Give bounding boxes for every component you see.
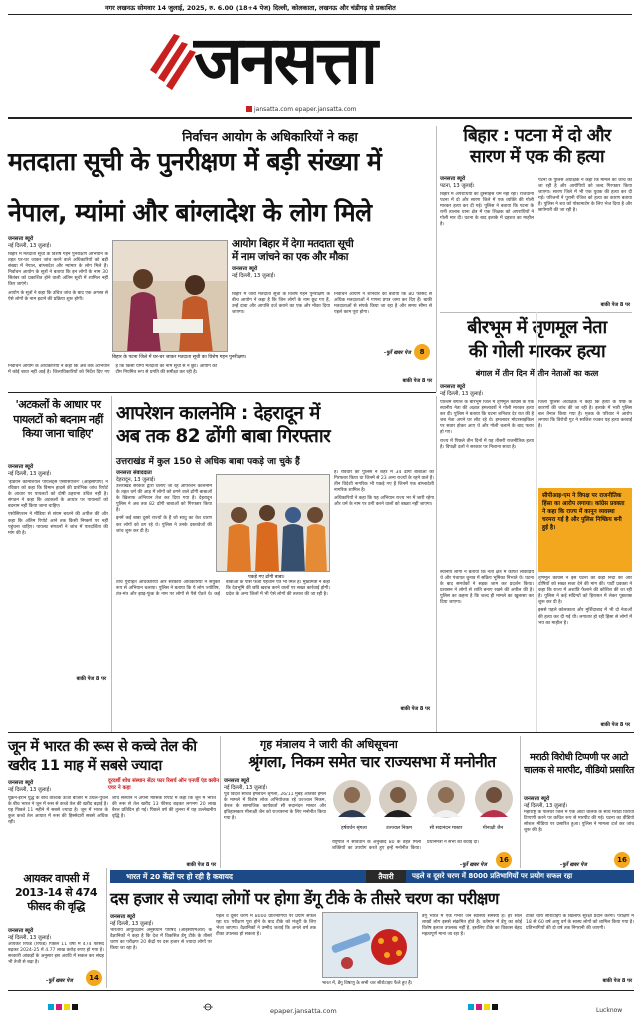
lead-byline: जनसत्ता ब्यूरो नई दिल्ली, 13 जुलाई। bbox=[8, 236, 52, 249]
birbhum-highlight-box: सीपीआइ-एम ने विपक्ष पर राजनीतिक हिंसा का आरोप लगाया। कांग्रेस प्रवक्ता ने कहा कि राज्य में कानून व्यवस्था चरमरा गई है और पुलिस निष्क्रिय बनी हुई है। bbox=[538, 488, 632, 572]
lead-photo-caption: बिहार के पटना जिले में घर-घर जाकर मतदाता सूची का विशेष गहन पुनरीक्षण। bbox=[112, 355, 247, 360]
lead-headline-1[interactable]: मतदाता सूची के पुनरीक्षण में बड़ी संख्या में bbox=[8, 147, 382, 176]
section-rule-3 bbox=[8, 732, 634, 733]
lead-more-link[interactable]: बाकी पेज 8 पर bbox=[402, 378, 432, 384]
birbhum-body-col-4: स्थानीय लोगों ने बताया कि नेता क्षेत्र में काफी लोकप्रिय थे और पंचायत चुनाव में सक्रिय भूमिका निभाते थे। घटना के बाद समर्थकों ने सड़क जाम कर प्रदर्शन किया। प्रशासन ने लोगों से शांति बनाए रखने की अपील की है। पुलिस का कहना है कि जल्द ही मामले का खुलासा कर दिया जाएगा। bbox=[440, 570, 534, 606]
rajyasabha-headline[interactable]: श्रृंगला, निकम समेत चार राज्यसभा में मनोनीत bbox=[248, 753, 496, 771]
bihar-body-col-1: बिहार में अपराधियों का दुस्साहस थम नहीं रहा। राजधानी पटना में दो और सारण जिले में एक व्यक्ति की गोली मारकर हत्या कर दी गई। पुलिस ने बताया कि पटना के रानी तालाब थाना क्षेत्र में एक शिक्षक को अपराधियों ने गोली मार दी। घटना के बाद इलाके में दहशत का माहौल है। bbox=[440, 192, 534, 228]
person-name-2: उज्ज्वल निकम bbox=[385, 826, 413, 831]
rajyasabha-portraits bbox=[332, 775, 516, 837]
birbhum-body-col-1: पश्चिम बंगाल के बीरभूम जिले में तृणमूल कांग्रेस के एक स्थानीय नेता की अज्ञात हमलावरों ने गोली मारकर हत्या कर दी। पुलिस ने बताया कि घटना शनिवार देर रात की है जब नेता अपने घर लौट रहे थे। हमलावर मोटरसाइकिल पर सवार होकर आए थे और गोली चलाने के बाद फरार हो गए। राज्य में पिछले तीन दिनों में यह तीसरी राजनीतिक हत्या है। विपक्षी दलों ने सरकार पर निशाना साधा है। bbox=[440, 400, 534, 450]
kalnemi-byline: जनसत्ता संवाददाता देहरादून, 13 जुलाई। bbox=[116, 470, 156, 483]
birbhum-subhead: बंगाल में तीन दिन में तीन नेताओं का कत्ल bbox=[475, 369, 599, 378]
rajyasabha-page-badge: 16 bbox=[496, 852, 512, 868]
pilots-byline: जनसत्ता ब्यूरो नई दिल्ली, 13 जुलाई। bbox=[8, 464, 52, 477]
ticker-center: तैयारी bbox=[366, 870, 406, 883]
lead-body-bottom: निर्वाचन आयोग के अधिकारियों ने कहा कि अब तक अभियान में कोई बाधा नहीं आई है। जिलाधिकारियों को निर्देश दिए गए हैं कि किसी योग्य मतदाता का नाम सूची से न छूटे। आयोग की टीम नियमित रूप से प्रगति की समीक्षा कर रही है। bbox=[8, 364, 218, 376]
bihar-byline: जनसत्ता ब्यूरो पटना, 13 जुलाई। bbox=[440, 176, 475, 189]
pilots-more-link[interactable]: बाकी पेज 8 पर bbox=[76, 676, 106, 682]
column-divider-6 bbox=[106, 868, 107, 988]
column-divider-4 bbox=[220, 736, 221, 868]
ticker-right: पहले व दूसरे चरण में 8000 प्रतिभागियों पर प्रयोग सफल रहा bbox=[406, 870, 634, 883]
birbhum-body-col-3: तृणमूल कांग्रेस ने इस घटना की कड़ी निंदा की और दोषियों को सख्त सजा देने की मांग की। पार्टी प्रवक्ता ने कहा कि राज्य में अशांति फैलाने की कोशिश की जा रही है। पुलिस ने कई संदिग्धों को हिरासत में लेकर पूछताछ शुरू कर दी है। इससे पहले कोलकाता और मुर्शिदाबाद में भी दो नेताओं की हत्या कर दी गई थी। लगातार हो रही हिंसा से लोगों में भय का माहौल है। bbox=[538, 576, 632, 626]
kalnemi-photo-caption: पकड़े गए ढोंगी बाबा। bbox=[248, 575, 285, 580]
marathi-byline: जनसत्ता ब्यूरो नई दिल्ली, 13 जुलाई। bbox=[524, 796, 568, 809]
lead-sub-byline: जनसत्ता ब्यूरो नई दिल्ली, 13 जुलाई। bbox=[232, 266, 276, 279]
person-name-1: हर्षवर्धन श्रृंगला bbox=[341, 826, 367, 831]
rajyasabha-related[interactable]: -पूर्ते खबर पेज bbox=[460, 862, 487, 868]
dengue-more-link[interactable]: बाकी पेज 8 पर bbox=[602, 978, 632, 984]
person-name-4: मीनाक्षी जैन bbox=[482, 826, 504, 831]
section-rule-2 bbox=[8, 392, 436, 393]
lead-body-col-1: बिहार में मतदाता सूची के विशेष गहन पुनरीक्षण अभियान के तहत घर-घर जाकर जांच करने वाले अधिकारियों को बड़ी संख्या में नेपाल, बांग्लादेश और म्यांमार के लोग मिले हैं। निर्वाचन आयोग के सूत्रों ने बताया कि इन लोगों के नाम 30 सितंबर को प्रकाशित होने वाली अंतिम सूची में शामिल नहीं किए जाएंगे। आयोग के सूत्रों ने कहा कि उचित जांच के बाद एक अगस्त से ऐसे लोगों के नाम हटाने की प्रक्रिया शुरू होगी। bbox=[8, 252, 108, 302]
masthead-bottom-rule bbox=[8, 117, 632, 119]
dengue-photo-caption: भारत में, डेंगू विषाणु के सभी चार सीरोटाइप फैले हुए हैं। bbox=[322, 981, 413, 986]
dengue-byline: जनसत्ता ब्यूरो नई दिल्ली, 13 जुलाई। bbox=[110, 914, 154, 927]
person-name-3: सी सदानंदन मास्टर bbox=[429, 826, 463, 831]
oil-body-col-1: यूक्रेन-ईरान युद्ध के बीच वैश्विक ऊर्जा बाजार में उथल-पुथल के बीच भारत ने जून में रूस से कच्चे तेल की खरीद बढ़ाई है। यह पिछले 11 महीने में सबसे ज्यादा है। जून में भारत के कुल कच्चे तेल आयात में रूस की हिस्सेदारी सबसे अधिक रही। bbox=[8, 796, 108, 826]
dengue-body-col-2: पहले व दूसरे चरण में 8000 प्रतिभागियों पर प्रयोग सफल रहा था। परीक्षण पूरा होने के बाद टीके को मंजूरी के लिए भेजा जाएगा। वैज्ञानिकों ने उम्मीद जताई कि अगले वर्ष तक टीका उपलब्ध हो सकता है। bbox=[216, 914, 316, 938]
column-divider bbox=[436, 126, 437, 392]
lead-photo bbox=[112, 240, 228, 352]
lead-body-col-3: बिहार में जारी मतदाता सूची के विशेष गहन पुनरीक्षण के बीच आयोग ने कहा है कि जिन लोगों के नाम छूट गए हैं, उन्हें दावा और आपत्ति दर्ज कराने का एक और मौका दिया जाएगा। bbox=[232, 292, 330, 316]
rajyasabha-byline: जनसत्ता ब्यूरो नई दिल्ली, 13 जुलाई। bbox=[224, 778, 268, 791]
lead-related-link[interactable]: -पूर्ते खबर पेज bbox=[384, 350, 411, 356]
edition-line: नगर लखनऊ सोमवार 14 जुलाई, 2025, रु. 6.00 (18+4 पेज) दिल्ली, कोलकाता, लखनऊ और चंडीगढ़ से प्रकाशित bbox=[105, 4, 396, 12]
dengue-body-col-5: टीका चारों सीरोटाइप के खिलाफ सुरक्षा प्रदान करेगा। परीक्षण में 18 से 60 वर्ष आयु वर्ग के स्वस्थ लोगों को शामिल किया गया है। प्रतिभागियों की दो वर्ष तक निगरानी की जाएगी। bbox=[526, 914, 634, 932]
column-divider-3 bbox=[111, 396, 112, 732]
tax-body: आयकर रिफंड (रिफंड) पिछले 11 वर्षों में 474 फीसद बढ़कर 2024-25 में 4.77 लाख करोड़ रुपए हो गया है। सरकारी आंकड़ों के अनुसार इस अवधि में सकल कर संग्रह भी तेजी से बढ़ा है। bbox=[8, 942, 104, 966]
kalnemi-body-col-3: है। रविवार को पुलिस ने शहर में 34 ढोंगी बाबाओं को गिरफ्तार किया था जिनमें से 23 अन्य राज्यों के रहने वाले हैं। तीन विदेशी नागरिक भी पकड़े गए हैं जिनमें एक बांग्लादेशी नागरिक शामिल है। अधिकारियों ने कहा कि यह अभियान राज्य भर में जारी रहेगा और धर्म के नाम पर ठगी करने वालों को बख्शा नहीं जाएगा। bbox=[334, 470, 434, 508]
rajyasabha-body-2: राष्ट्रपति ने संविधान के अनुच्छेद 80 के तहत मिली शक्तियों का उपयोग करते हुए इन्हें मनोनीत किया। प्रधानमंत्री ने सभी को बधाई दी। bbox=[332, 840, 480, 852]
column-divider-5 bbox=[520, 736, 521, 868]
bihar-headline[interactable]: बिहार : पटना में दो और सारण में एक की हत्या bbox=[463, 126, 611, 167]
marathi-page-badge: 16 bbox=[614, 852, 630, 868]
tax-byline: जनसत्ता ब्यूरो नई दिल्ली, 13 जुलाई। bbox=[8, 928, 52, 941]
marathi-headline[interactable]: मराठी विरोधी टिप्पणी पर आटो चालक से मारपीट, वीडियो प्रसारित bbox=[524, 752, 634, 776]
logo-wordmark: जनसत्ता bbox=[194, 21, 375, 99]
ticker-left: भारत में 20 केंद्रों पर हो रही है कवायद bbox=[110, 870, 366, 883]
pilots-headline[interactable]: 'अटकलों के आधार पर पायलटों को बदनाम नहीं किया जाना चाहिए' bbox=[13, 398, 103, 440]
birbhum-headline[interactable]: बीरभूम में तृणमूल नेता की गोली मारकर हत्या bbox=[467, 317, 607, 362]
rajyasabha-kicker: गृह मंत्रालय ने जारी की अधिसूचना bbox=[260, 738, 398, 751]
dengue-photo-image bbox=[323, 913, 418, 978]
pilots-body: 'इंडियन कामर्शियल पायलट्स एसोसिएशन' (आइसीपीए) ने रविवार को कहा कि विमान हादसे की प्रारंभिक जांच रिपोर्ट के आधार पर पायलटों को दोषी ठहराना उचित नहीं है। संगठन ने कहा कि अटकलों के आधार पर पायलटों को बदनाम नहीं किया जाना चाहिए। एसोसिएशन ने मीडिया से संयम बरतने की अपील की और कहा कि अंतिम रिपोर्ट आने तक किसी निष्कर्ष पर नहीं पहुंचना चाहिए। पायलट संगठनों ने जांच में पारदर्शिता की मांग की है। bbox=[8, 480, 108, 536]
tax-headline[interactable]: आयकर वापसी में 2013-14 से 474 फीसद की वृद्धि bbox=[14, 872, 98, 913]
rajyasabha-portraits-image bbox=[332, 775, 516, 827]
logo-flame-icon bbox=[144, 26, 198, 92]
lead-photo-image bbox=[113, 241, 228, 352]
kalnemi-headline[interactable]: आपरेशन कालनेमि : देहरादून में अब तक 82 ढोंगी बाबा गिरफ्तार bbox=[116, 403, 331, 447]
rajyasabha-body: पूर्व विदेश सचिव हर्षवर्धन श्रृंगला, 26/11 मुंबई आतंकी हमले के मामले में विशेष लोक अभियोजक रहे उज्ज्वल निकम, केरल के सामाजिक कार्यकर्ता सी सदानंदन मास्टर और इतिहासकार मीनाक्षी जैन को राज्यसभा के लिए मनोनीत किया गया है। bbox=[224, 792, 326, 822]
footer-city: Lucknow bbox=[596, 1007, 623, 1014]
dengue-headline[interactable]: दस हजार से ज्यादा लोगों पर होगा डेंगू टीके के तीसरे चरण का परीक्षण bbox=[110, 889, 499, 908]
oil-more-link[interactable]: बाकी पेज 8 पर bbox=[186, 862, 216, 868]
footer-rule bbox=[8, 990, 634, 991]
birbhum-byline: जनसत्ता ब्यूरो नई दिल्ली, 13 जुलाई। bbox=[440, 384, 484, 397]
kalnemi-body-bottom: तीर्थ पुरोहित अधिकारियों और सरकारी अधिकारियों ने संयुक्त रूप से अभियान चलाया। पुलिस ने बताया कि ये लोग ज्योतिष, तंत्र-मंत्र और झाड़-फूंक के नाम पर लोगों से पैसे ऐंठते थे। कई बाबाओं के पास फर्जी पहचान पत्र भी मिले हैं। मुख्यमंत्री ने कहा कि देवभूमि की छवि खराब करने वालों पर सख्त कार्रवाई होगी। प्रदेश के अन्य जिलों में भी ऐसे लोगों की तलाश की जा रही है। bbox=[116, 580, 330, 598]
bihar-body-col-2: पटना के पुलिस अधीक्षक ने कहा कि मामले की जांच की जा रही है और आरोपियों को जल्द गिरफ्तार किया जाएगा। सारण जिले में भी एक युवक की हत्या कर दी गई। परिजनों ने पुरानी रंजिश को हत्या का कारण बताया है। पुलिस ने शव को पोस्टमार्टम के लिए भेज दिया है और छापेमारी की जा रही है। bbox=[538, 178, 632, 214]
dengue-photo bbox=[322, 912, 418, 978]
kalnemi-photo-image bbox=[217, 475, 330, 572]
marathi-body: महाराष्ट्र के पालघर जिले में एक आटो चालक के साथ मराठी विरोधी टिप्पणी करने पर कथित रूप से मारपीट की गई। घटना का वीडियो सोशल मीडिया पर प्रसारित हुआ। पुलिस ने मामला दर्ज कर जांच शुरू की है। bbox=[524, 810, 634, 834]
lead-headline-2[interactable]: नेपाल, म्यांमां और बांग्लादेश के लोग मिले bbox=[8, 198, 372, 227]
masthead-rule bbox=[8, 14, 632, 15]
dengue-body-col-4: डेंगू भारत में एक गंभीर जन स्वास्थ्य समस्या है। हर साल लाखों लोग इससे संक्रमित होते हैं। वर्तमान में डेंगू का कोई विशेष इलाज उपलब्ध नहीं है, इसलिए टीके का विकास बेहद महत्वपूर्ण माना जा रहा है। bbox=[422, 914, 522, 938]
kalnemi-subhead: उत्तराखंड में कुल 150 से अधिक बाबा पकड़े जा चुके हैं bbox=[116, 457, 300, 467]
kalnemi-photo bbox=[216, 474, 330, 572]
lead-kicker: निर्वाचन आयोग के अधिकारियों ने कहा bbox=[182, 129, 358, 144]
tax-related[interactable]: -पूर्ते खबर पेज bbox=[46, 978, 73, 984]
right-col-divider bbox=[536, 312, 537, 732]
color-registration-strip bbox=[8, 996, 632, 1004]
site-line[interactable]: jansatta.com epaper.jansatta.com bbox=[246, 106, 357, 113]
bihar-more-link[interactable]: बाकी पेज 8 पर bbox=[600, 302, 630, 308]
kalnemi-more-link[interactable]: बाकी पेज 8 पर bbox=[400, 706, 430, 712]
marathi-related[interactable]: -पूर्ते खबर पेज bbox=[560, 862, 587, 868]
column-divider-2 bbox=[436, 396, 437, 732]
birbhum-body-col-2: जिला पुलिस अधीक्षक ने कहा कि हत्या के पीछे के कारणों की जांच की जा रही है। इलाके में भारी पुलिस बल तैनात किया गया है। मृतक के परिवार ने आरोप लगाया कि विरोधी गुट ने साजिश रचकर यह हत्या करवाई है। bbox=[538, 400, 632, 430]
oil-byline: जनसत्ता ब्यूरो नई दिल्ली, 13 जुलाई। bbox=[8, 780, 52, 793]
lead-body-col-4: निर्वाचन आयोग ने शनिवार को बताया कि 80 फीसद से अधिक मतदाताओं ने गणना प्रपत्र जमा कर दिए हैं। बाकी मतदाताओं से संपर्क किया जा रहा है और समय सीमा से पहले काम पूरा होगा। bbox=[334, 292, 432, 316]
kalnemi-body-col-1: उत्तराखंड सरकार द्वारा चलाए जा रहे आपरेशन कालनेमि के तहत धर्म की आड़ में लोगों को ठगने वाले ढोंगी बाबाओं के खिलाफ अभियान तेज कर दिया गया है। देहरादून पुलिस ने अब तक 82 ढोंगी बाबाओं को गिरफ्तार किया है। इनमें कई बाबा दूसरे राज्यों के हैं जो साधु का वेश धारण कर लोगों को ठग रहे थे। पुलिस ने उनके दस्तावेजों की जांच शुरू कर दी है। bbox=[116, 484, 212, 534]
oil-teaser: दूरदर्शी शोध संस्थान सेंटर फार रिसर्च ऑन एनर्जी एंड क्लीन एयर ने कहा bbox=[108, 778, 220, 791]
lead-page-badge: 8 bbox=[414, 344, 430, 360]
birbhum-more-link[interactable]: बाकी पेज 8 पर bbox=[600, 722, 630, 728]
lead-subhead[interactable]: आयोग बिहार में देगा मतदाता सूची में नाम जांचने का एक और मौका bbox=[232, 238, 354, 263]
jansatta-icon bbox=[246, 106, 252, 112]
masthead-logo[interactable] bbox=[144, 20, 484, 100]
oil-headline[interactable]: जून में भारत की रूस से कच्चे तेल की खरीद 11 माह में सबसे ज्यादा bbox=[8, 739, 197, 774]
oil-body-col-2: शोध संस्थान ने अपनी मासिक रिपोर्ट में कहा कि जून में भारत की रूस से तेल खरीद 13 फीसद बढ़कर लगभग 20 लाख बैरल प्रतिदिन हो गई। पिछले वर्ष की तुलना में यह उल्लेखनीय वृद्धि है। bbox=[112, 796, 216, 820]
dengue-body-col-1: भारतीय आयुर्विज्ञान अनुसंधान परिषद (आइसीएमआर) के वैज्ञानिकों ने कहा है कि देश में विकसित डेंगू टीके के तीसरे चरण का परीक्षण 20 केंद्रों पर दस हजार से ज्यादा लोगों पर किया जा रहा है। bbox=[110, 928, 212, 952]
footer-site[interactable]: epaper.jansatta.com bbox=[270, 1007, 337, 1015]
tax-page-badge: 14 bbox=[86, 970, 102, 986]
